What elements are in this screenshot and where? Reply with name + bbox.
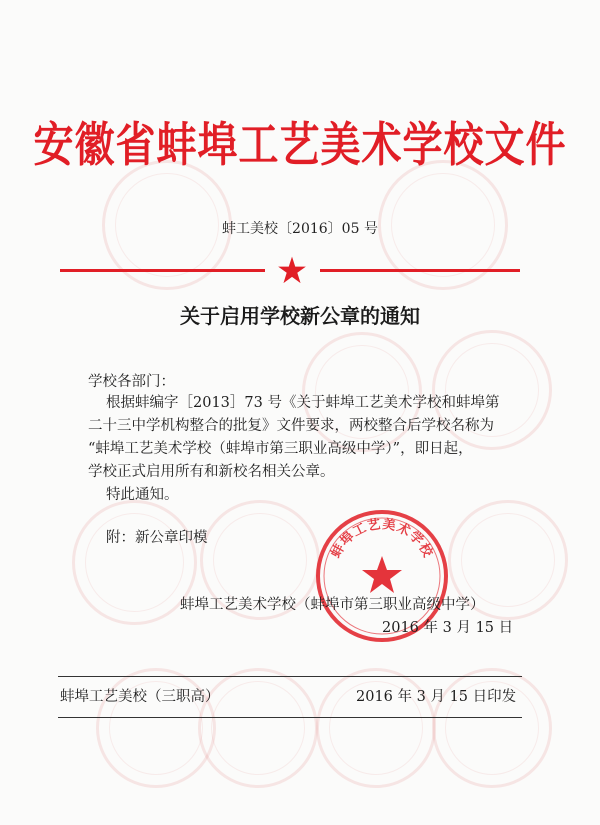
closing-line: 特此通知。 <box>106 487 179 503</box>
paragraph-line: 二十三中学机构整合的批复》文件要求，两校整合后学校名称为 <box>88 418 494 434</box>
footer-rule-bottom <box>58 717 522 718</box>
issuer-name: 蚌埠工艺美校（三职高） <box>60 689 220 705</box>
seal-text: 蚌埠工艺美术学校 <box>328 517 436 561</box>
red-divider-right <box>320 269 520 272</box>
sign-date: 2016 年 3 月 15 日 <box>382 620 514 636</box>
paragraph-line: 根据蚌编字［2013］73 号《关于蚌埠工艺美术学校和蚌埠第 <box>106 395 500 411</box>
notice-title: 关于启用学校新公章的通知 <box>180 304 420 328</box>
background-stamp <box>198 668 318 788</box>
attachment-line: 附：新公章印模 <box>106 530 208 546</box>
signer-name: 蚌埠工艺美术学校（蚌埠市第三职业高级中学） <box>180 597 485 613</box>
paragraph-line: “蚌埠工艺美术学校（蚌埠市第三职业高级中学）”，即日起， <box>88 441 473 457</box>
paragraph-line: 学校正式启用所有和新校名相关公章。 <box>88 464 335 480</box>
background-stamp <box>432 668 552 788</box>
footer-rule-top <box>58 676 522 677</box>
background-stamp <box>72 500 197 625</box>
red-star-icon <box>277 256 307 284</box>
document-number: 蚌工美校〔2016〕05 号 <box>222 221 378 237</box>
print-date: 2016 年 3 月 15 日印发 <box>356 689 517 705</box>
background-stamp <box>316 668 436 788</box>
red-divider-left <box>60 269 265 272</box>
salutation: 学校各部门： <box>88 374 175 390</box>
document-header-title: 安徽省蚌埠工艺美术学校文件 <box>33 118 567 173</box>
